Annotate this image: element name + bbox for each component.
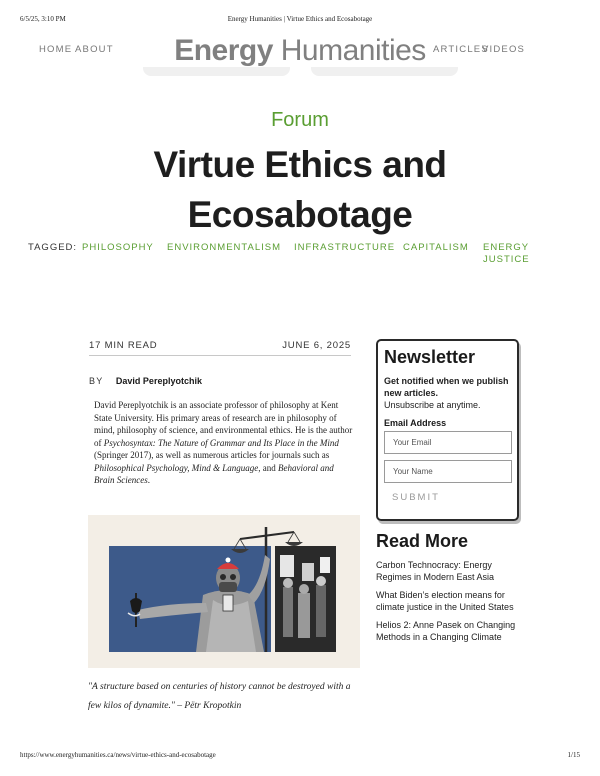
- read-more-link[interactable]: What Biden’s election means for climate justice in the United States: [376, 590, 514, 612]
- logo-word-energy: Energy: [174, 34, 273, 67]
- byline: [89, 376, 202, 386]
- nav-videos-link[interactable]: VIDEOS: [482, 44, 526, 55]
- tag-philosophy[interactable]: PHILOSOPHY: [82, 242, 154, 253]
- bio-journal-2: Behavioral and Brain Sciences: [94, 462, 334, 485]
- publish-date: JUNE 6, 2025: [282, 340, 351, 351]
- by-label: BY: [89, 376, 104, 386]
- nav-about-link[interactable]: ABOUT: [75, 44, 114, 55]
- newsletter-blurb-bold: Get notified when we publish new articles.: [384, 376, 509, 398]
- nav-articles-link[interactable]: ARTICLES: [433, 44, 489, 55]
- article-title: Virtue Ethics and Ecosabotage: [153, 144, 447, 235]
- bio-text-2: (Springer 2017), as well as numerous articles for journals such as: [94, 450, 330, 460]
- newsletter-blurb-rest: Unsubscribe at anytime.: [384, 400, 481, 410]
- read-time: 17 MIN READ: [89, 340, 158, 351]
- site-nav: [0, 34, 600, 80]
- nav-tab-decoration-left: [143, 67, 290, 76]
- meta-divider: [89, 355, 351, 356]
- author-bio: [94, 399, 354, 487]
- tag-environmentalism[interactable]: ENVIRONMENTALISM: [167, 242, 282, 253]
- tag-energy-justice[interactable]: ENERGY JUSTICE: [483, 242, 530, 265]
- newsletter-card: [376, 339, 519, 521]
- bio-journal-1: Philosophical Psychology, Mind & Language: [94, 462, 259, 473]
- name-input[interactable]: [384, 460, 512, 483]
- read-more-section: [376, 531, 526, 649]
- tag-infrastructure[interactable]: INFRASTRUCTURE: [294, 242, 396, 253]
- print-timestamp: 6/5/25, 3:10 PM: [20, 15, 66, 23]
- nav-home-link[interactable]: HOME: [39, 44, 73, 55]
- bio-text-4: .: [147, 475, 150, 485]
- email-input[interactable]: [384, 431, 512, 454]
- newsletter-heading: Newsletter: [384, 347, 476, 367]
- bio-book-title: Psychosyntax: The Nature of Grammar and Its Place in the Mind: [103, 437, 339, 448]
- submit-button[interactable]: SUBMIT: [384, 489, 448, 503]
- article-category[interactable]: Forum: [271, 109, 329, 131]
- logo-word-humanities: Humanities: [280, 34, 426, 67]
- email-field-label: Email Address: [384, 418, 447, 428]
- tag-capitalism[interactable]: CAPITALISM: [403, 242, 469, 253]
- author-name: David Pereplyotchik: [115, 376, 202, 386]
- print-page-number: 1/15: [567, 751, 580, 759]
- read-more-link[interactable]: Carbon Technocracy: Energy Regimes in Modern East Asia: [376, 560, 495, 582]
- bio-text-3: , and: [258, 462, 278, 473]
- read-more-heading: Read More: [376, 531, 469, 551]
- nav-tab-decoration-right: [311, 67, 458, 76]
- epigraph-quote: "A structure based on centuries of history cannot be destroyed with a few kilos of dynamite." – Pëtr Kropotkin: [88, 682, 351, 711]
- bio-text-1: David Pereplyotchik is an associate professor of philosophy at Kent State University. His primary areas of research are in philosophy of mind, philosophy of science, and environmental ethics. He is the author of: [94, 400, 353, 448]
- read-more-link[interactable]: Helios 2: Anne Pasek on Changing Methods in a Changing Climate: [376, 620, 516, 642]
- hero-collage-illustration: [88, 515, 360, 668]
- tagged-label: TAGGED:: [28, 242, 78, 253]
- article-meta: [89, 340, 351, 351]
- print-footer: [20, 751, 580, 759]
- print-url: https://www.energyhumanities.ca/news/virtue-ethics-and-ecosabotage: [20, 751, 216, 759]
- hero-image: [88, 515, 360, 668]
- print-header: [20, 15, 580, 27]
- print-page-title: Energy Humanities | Virtue Ethics and Ecosabotage: [227, 15, 373, 23]
- newsletter-blurb: [384, 375, 511, 411]
